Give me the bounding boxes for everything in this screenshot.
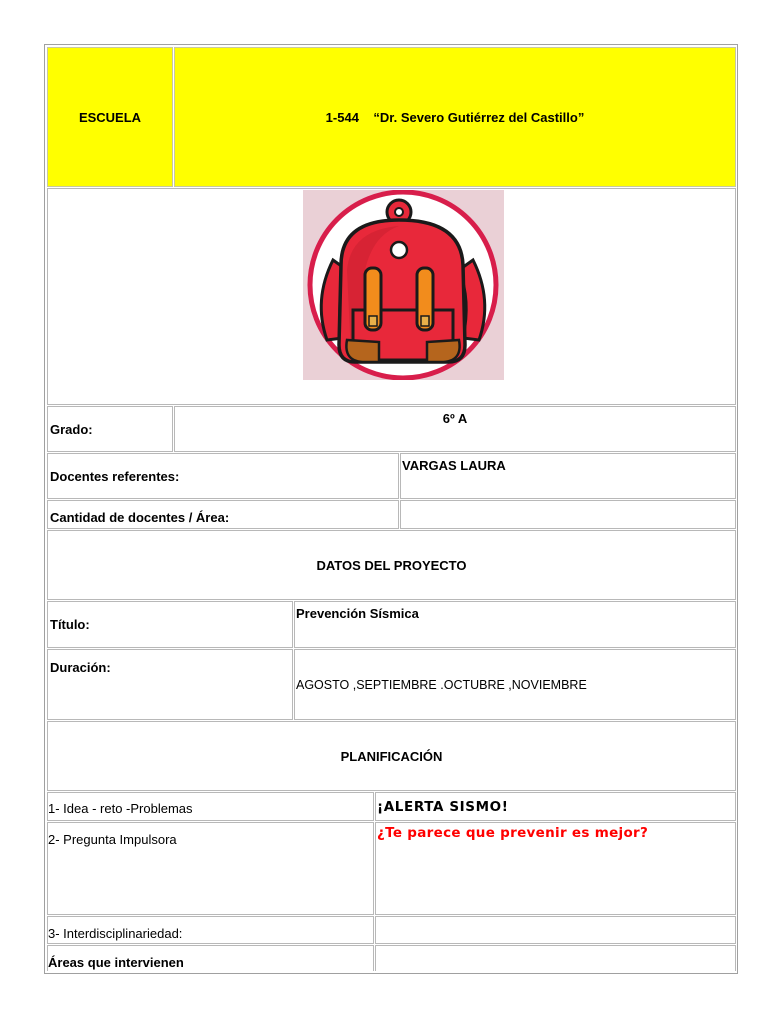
idea-value-cell (375, 792, 736, 821)
areas-value-cell (375, 945, 736, 971)
school-label: ESCUELA (78, 109, 142, 125)
school-label-cell (47, 47, 173, 187)
grado-value: 6º A (442, 411, 468, 426)
school-name-cell (174, 47, 736, 187)
grado-value-cell (174, 406, 736, 452)
pregunta-value: ¿Te parece que prevenir es mejor? (377, 825, 649, 841)
titulo-label-cell (47, 601, 293, 648)
cantidad-value-cell (400, 500, 736, 529)
idea-label-cell (47, 792, 374, 821)
docentes-value: VARGAS LAURA (402, 458, 506, 473)
inter-label: 3- Interdisciplinariedad: (48, 926, 183, 941)
cantidad-label-cell (47, 500, 399, 529)
duracion-value-cell (294, 649, 736, 720)
duracion-label-cell (47, 649, 293, 720)
cantidad-label: Cantidad de docentes / Área: (50, 510, 230, 525)
planificacion-title: PLANIFICACIÓN (340, 748, 443, 764)
backpack-icon (303, 190, 504, 380)
docentes-value-cell (400, 453, 736, 499)
idea-value: ¡ALERTA SISMO! (377, 799, 509, 815)
grado-label-cell (47, 406, 173, 452)
pregunta-label: 2- Pregunta Impulsora (48, 832, 177, 847)
idea-label: 1- Idea - reto -Problemas (48, 801, 193, 816)
pregunta-label-cell (47, 822, 374, 915)
areas-label-cell (47, 945, 374, 971)
areas-label: Áreas que intervienen (48, 955, 184, 970)
grado-label: Grado: (50, 421, 93, 437)
backpack-image (303, 190, 504, 380)
docentes-label-cell (47, 453, 399, 499)
planificacion-cell (47, 721, 736, 791)
datos-proyecto-title: DATOS DEL PROYECTO (316, 557, 467, 573)
duracion-value: AGOSTO ,SEPTIEMBRE .OCTUBRE ,NOVIEMBRE (296, 678, 587, 692)
pregunta-value-cell (375, 822, 736, 915)
docentes-label: Docentes referentes: (50, 468, 180, 484)
duracion-label: Duración: (50, 660, 111, 675)
school-name: 1-544 “Dr. Severo Gutiérrez del Castillo” (325, 109, 585, 125)
titulo-value: Prevención Sísmica (296, 606, 419, 621)
inter-value-cell (375, 916, 736, 944)
titulo-label: Título: (50, 617, 90, 632)
inter-label-cell (47, 916, 374, 944)
titulo-value-cell (294, 601, 736, 648)
datos-proyecto-cell (47, 530, 736, 600)
